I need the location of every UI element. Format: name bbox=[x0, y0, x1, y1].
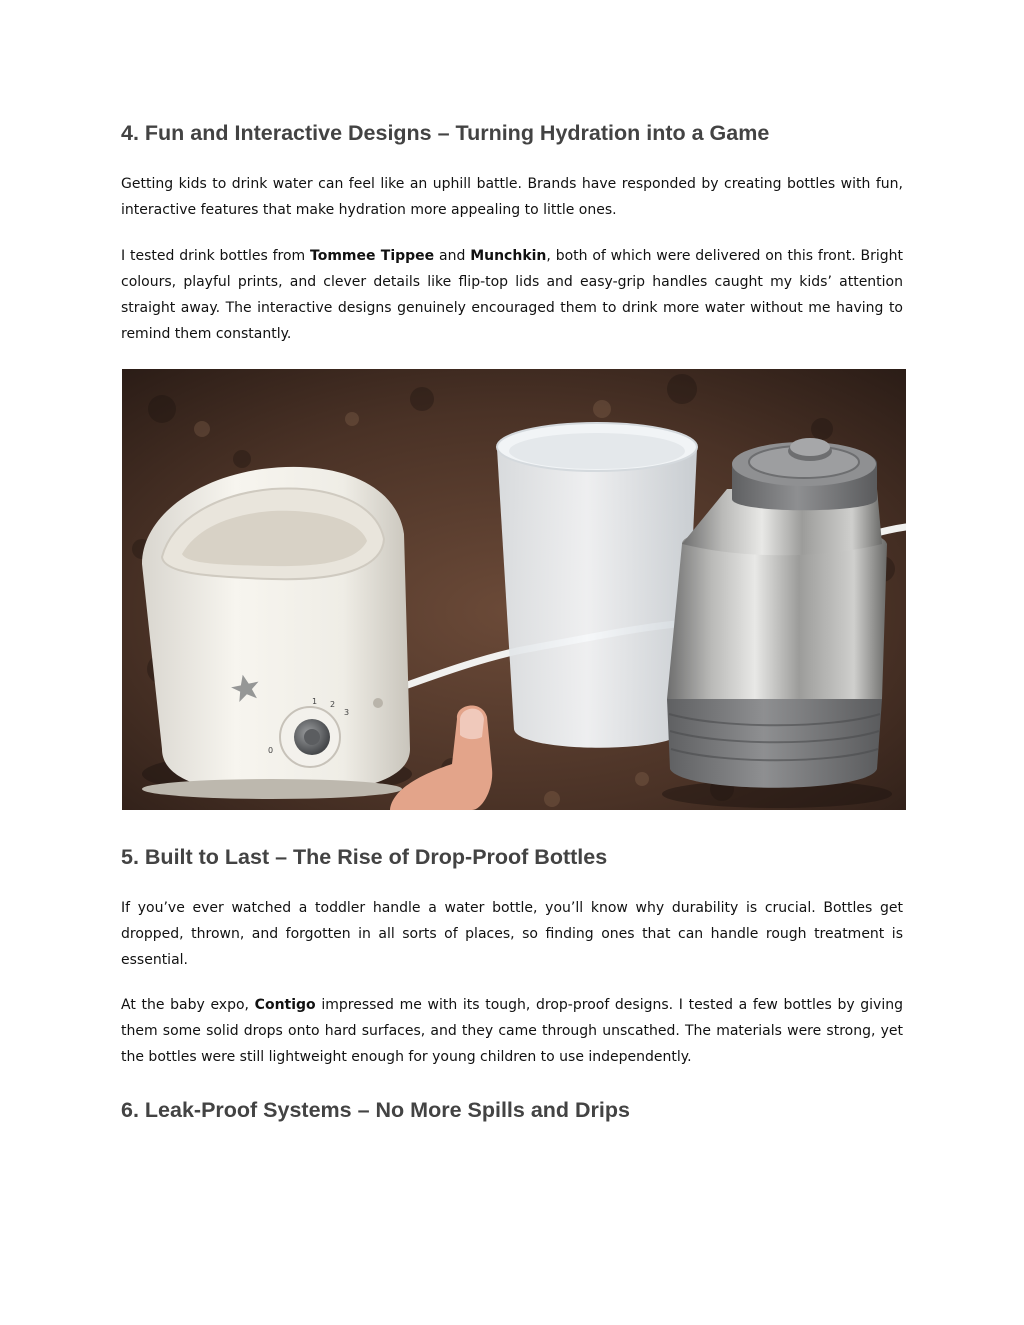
section-4-paragraph-1 bbox=[121, 171, 903, 223]
section-5-paragraph-2 bbox=[121, 992, 903, 1070]
section-4-heading: 4. Fun and Interactive Designs – Turning Hydration into a Game bbox=[121, 121, 770, 145]
section-4-paragraph-1-text: Getting kids to drink water can feel like an uphill battle. Brands have responded by creating bottles with fun, interactive features that make hydration more appealing to little ones. bbox=[121, 176, 903, 218]
translucent-cup bbox=[497, 423, 697, 748]
s5-p2-text-a: At the baby expo, bbox=[121, 997, 255, 1013]
s5-p2-text-b: impressed me with its tough, drop-proof designs. I tested a few bottles by giving them some solid drops onto hard surfaces, and they came through unscathed. The materials were strong, yet the bottles were still lightweight enough for young children to use independently. bbox=[121, 997, 903, 1065]
bottle-warmer bbox=[142, 467, 412, 799]
svg-text:2: 2 bbox=[330, 700, 336, 709]
section-5-paragraph-1 bbox=[121, 895, 903, 973]
svg-text:3: 3 bbox=[344, 708, 350, 717]
p2-text-b: and bbox=[434, 248, 471, 264]
brand-tommee-tippee: Tommee Tippee bbox=[310, 248, 435, 264]
product-photo bbox=[122, 369, 906, 810]
section-5-heading: 5. Built to Last – The Rise of Drop-Proof Bottles bbox=[121, 845, 608, 869]
brand-contigo: Contigo bbox=[254, 997, 316, 1013]
p2-text-a: I tested drink bottles from bbox=[121, 248, 311, 264]
section-6-heading: 6. Leak-Proof Systems – No More Spills and Drips bbox=[121, 1098, 630, 1122]
brand-munchkin: Munchkin bbox=[470, 248, 547, 264]
section-4-paragraph-2 bbox=[121, 243, 903, 347]
p2-text-c: , both of which were delivered on this front. Bright colours, playful prints, and clever details like flip-top lids and easy-grip handles caught my kids’ attention straight away. The interactive designs genuinely encouraged them to drink more water without me having to remind them constantly. bbox=[121, 248, 903, 342]
section-5-paragraph-1-text: If you’ve ever watched a toddler handle a water bottle, you’ll know why durability is crucial. Bottles get dropped, thrown, and forgotten in all sorts of places, so finding ones that can handle rough treatment is essential. bbox=[121, 900, 903, 968]
svg-text:0: 0 bbox=[268, 746, 274, 755]
svg-text:1: 1 bbox=[312, 697, 318, 706]
